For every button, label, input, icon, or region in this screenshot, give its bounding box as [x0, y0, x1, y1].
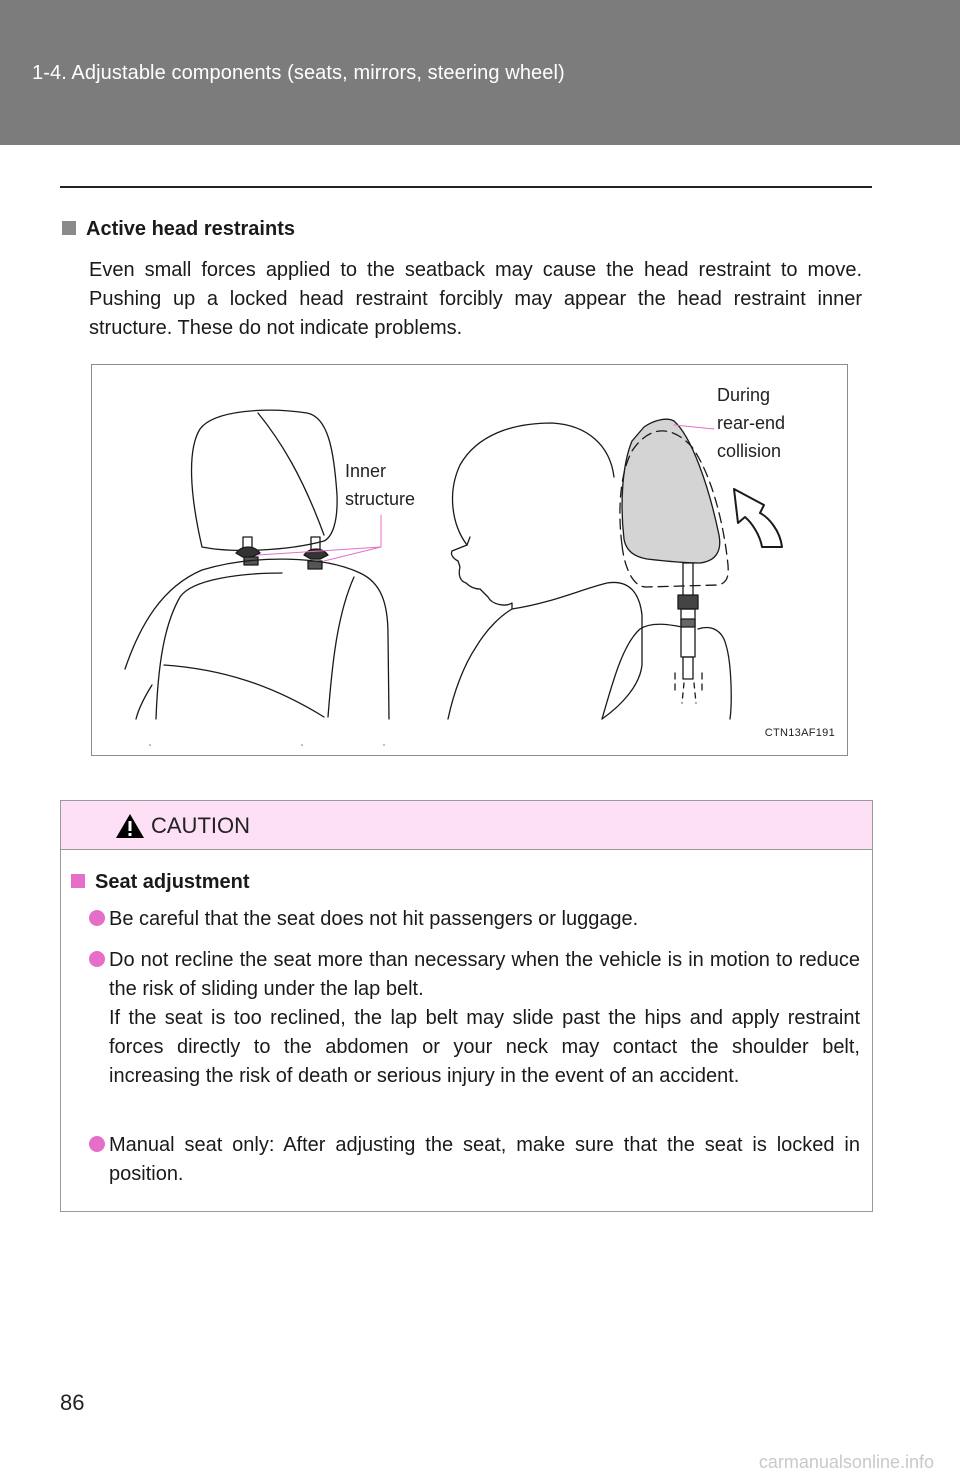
section-heading-text: Active head restraints — [86, 218, 295, 240]
caution-heading — [71, 871, 249, 894]
section-paragraph: Even small forces applied to the seatback may cause the head restraint to move. Pushing up a locked head restraint forcibly may appear the head restraint inner structure. These do not indicate problems. — [89, 259, 862, 339]
inner-structure-label: Inner structure — [345, 461, 416, 509]
caution-item: Manual seat only: After adjusting the seat, make sure that the seat is locked in position. — [89, 1131, 860, 1189]
head-restraint-illustration — [91, 364, 848, 756]
section-heading — [62, 218, 295, 241]
figure-code: CTN13AF191 — [764, 727, 835, 739]
square-bullet-icon — [62, 221, 76, 235]
caution-title: CAUTION — [151, 813, 250, 838]
caution-item: Be careful that the seat does not hit passengers or luggage. — [89, 905, 860, 934]
header-rule — [60, 186, 872, 188]
caution-header — [61, 801, 872, 850]
caution-heading-text: Seat adjustment — [95, 871, 250, 893]
bullet-icon — [89, 951, 105, 967]
page-number: 86 — [60, 1390, 85, 1415]
caution-item: Do not recline the seat more than necessary when the vehicle is in motion to reduce the risk of sliding under the lap belt. If the seat is too reclined, the lap belt may slide past the hips and apply restraint forces directly to the abdomen or your neck may contact the shoulder belt, increasing the risk of death or serious injury in the event of an accident. — [89, 946, 860, 1091]
chapter-title: 1-4. Adjustable components (seats, mirrors, steering wheel) — [32, 62, 565, 84]
rear-end-collision-label: During rear-end collision — [717, 385, 786, 461]
bullet-icon — [89, 1136, 105, 1152]
watermark: carmanualsonline.info — [758, 1452, 934, 1472]
bullet-icon — [89, 910, 105, 926]
warning-icon — [115, 813, 145, 839]
square-bullet-icon — [71, 874, 85, 888]
caution-box — [60, 800, 873, 1212]
